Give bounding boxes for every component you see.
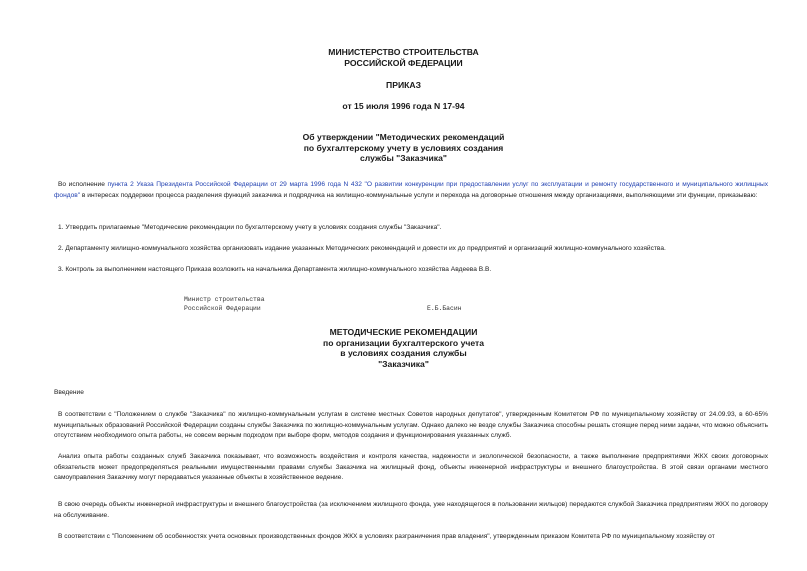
order-item-3: 3. Контроль за выполнением настоящего Приказа возложить на начальника Департамента жилищно-коммунального хозяйства Авдеева В.В.	[58, 266, 492, 273]
preamble-prefix: Во исполнение	[58, 181, 108, 188]
rec-paragraph-1: В соответствии с "Положением о службе "Заказчика" по жилищно-коммунальным услугам в системе местных Советов народных депутатов", утвержденным Комитетом РФ по муниципальному хозяйству от 24.09.93, в 60-65% муниципальных образований Российской Федерации созданы службы Заказчика по жилищно-коммунальным услугам. Однако далеко не везде службы Заказчика способны решать стоящие перед ними задачи, что можно объяснить отсутствием необходимого опыта работы, не совсем верным подходом при выборе форм, методов создания и функционирования указанных служб.	[54, 411, 768, 440]
rec-paragraph-3: В свою очередь объекты инженерной инфраструктуры и внешнего благоустройства (за исключением жилищного фонда, уже находящегося в пользовании жильцов) передаются службой Заказчика предприятиям ЖКХ по договору на обслуживание.	[54, 501, 768, 519]
recommendations-title: МЕТОДИЧЕСКИЕ РЕКОМЕНДАЦИИ по организации бухгалтерского учета в условиях создания службы "Заказчика"	[323, 327, 484, 369]
rec-paragraph-2: Анализ опыта работы созданных служб Заказчика показывает, что возможность воздействия и контроля качества, надежности и экологической безопасности, а также выполнение предприятиями ЖКХ своих договорных обязательств может предопределяться реальными имущественными правами службы Заказчика на жилищный фонд, объекты инженерной инфраструктуры и внешнего благоустройства. В этой связи органами местного самоуправления Заказчику могут передаваться указанные объекты в хозяйственное ведение.	[54, 453, 768, 482]
preamble-suffix: в интересах поддержки процесса разделения функций заказчика и подрядчика на жилищно-коммунальные услуги и перехода на договорные отношения между организациями, выполняющими эти функции, приказываю:	[80, 191, 758, 199]
order-title: Об утверждении "Методических рекомендаций по бухгалтерскому учету в условиях создания службы "Заказчика"	[302, 132, 505, 163]
decree-link[interactable]: пункта 2 Указа Президента Российской Федерации от 29 марта 1996 года N 432 "О развитии конкуренции при предоставлении услуг по эксплуатации и ремонту государственного и муниципального жилищных фондов"	[54, 181, 768, 199]
order-item-1: 1. Утвердить прилагаемые "Методические рекомендации по бухгалтерскому учету в условиях создания службы "Заказчика".	[58, 224, 442, 231]
order-item-2: 2. Департаменту жилищно-коммунального хозяйства организовать издание указанных Методических рекомендаций и довести их до предприятий и организаций жилищно-коммунального хозяйства.	[58, 245, 666, 252]
intro-heading: Введение	[54, 389, 84, 396]
ministry-heading: МИНИСТЕРСТВО СТРОИТЕЛЬСТВА РОССИЙСКОЙ ФЕДЕРАЦИИ	[328, 47, 479, 68]
doc-type-heading: ПРИКАЗ	[386, 80, 421, 90]
signature-name: Е.Б.Басин	[427, 305, 462, 312]
signature-position: Министр строительства Российской Федерации	[184, 296, 265, 312]
preamble-paragraph	[54, 180, 768, 201]
rec-paragraph-4: В соответствии с "Положением об особенностях учета основных производственных фондов ЖКХ в условиях разграничения прав владения", утвержденным приказом Комитета РФ по муниципальному хозяйству от	[58, 533, 715, 540]
date-number: от 15 июля 1996 года N 17-94	[342, 101, 465, 111]
